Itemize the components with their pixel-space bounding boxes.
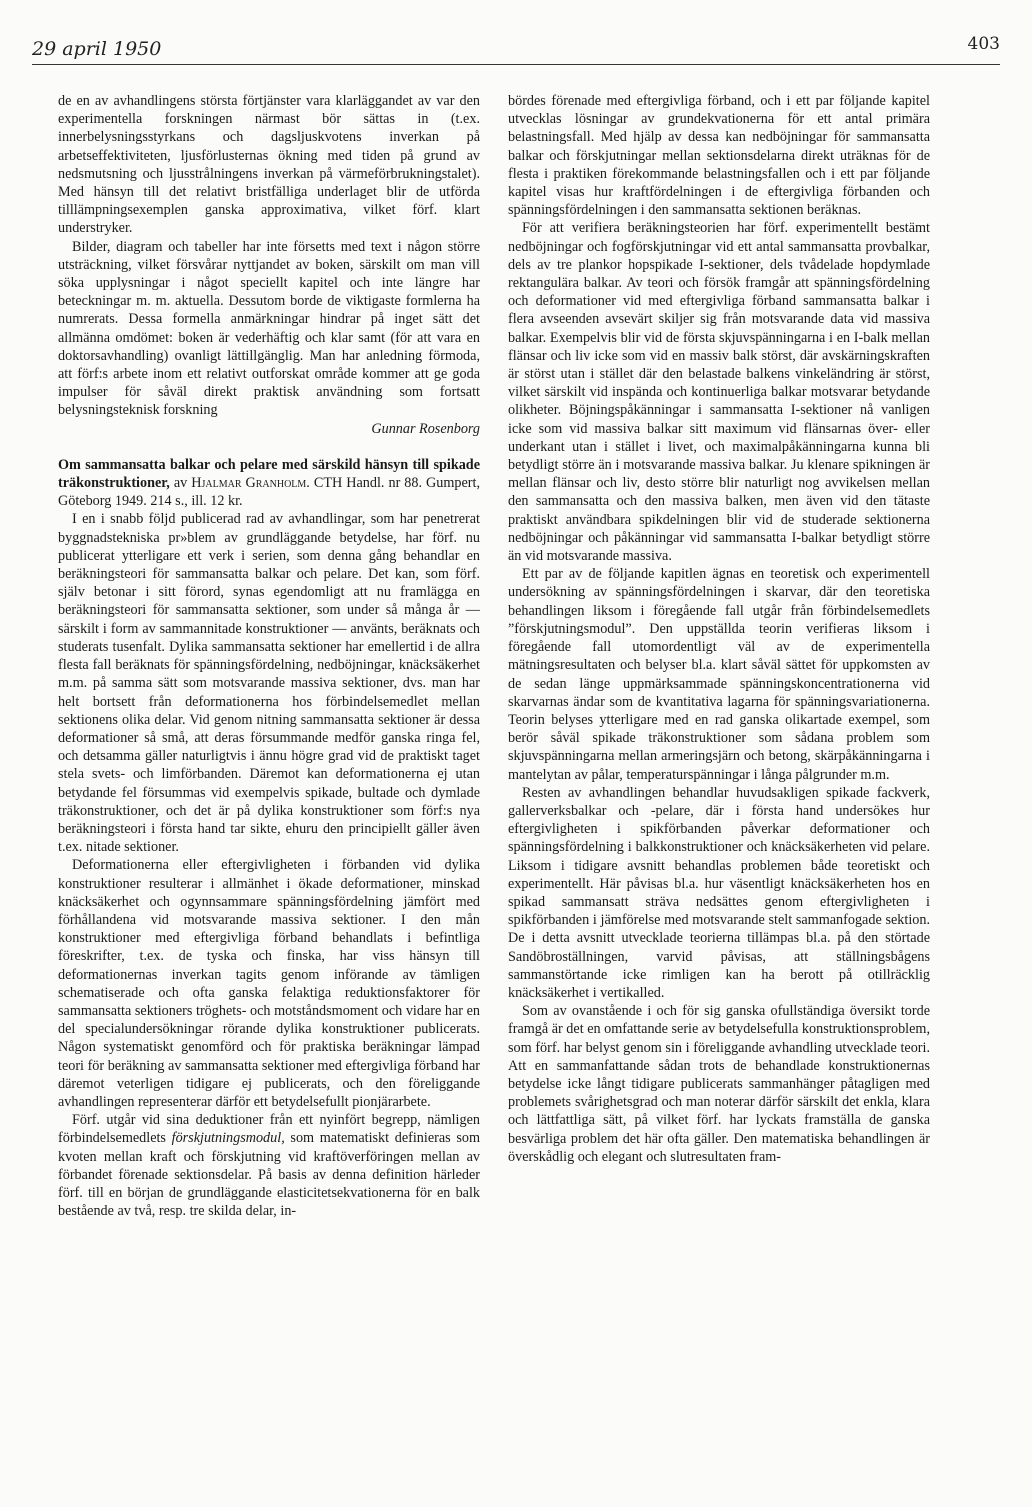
reviewer-signature: Gunnar Rosenborg <box>371 420 480 437</box>
paragraph <box>58 1111 480 1220</box>
paragraph: de en av avhandlingens största förtjänster vara klarläggandet av var den experimentella forskningen närmast bör sättas in (t.ex. innerbelysningsstyrkans och dagsljuskvotens inverkan på arbetseffektiviteten, ljusförlusternas ökning med tiden på grund av nedsmutsning och ljusstrålningens inverkan på värmeförbrukningstalet). Med hänsyn till det relativt bristfälliga underlaget blir de utförda tilllämpningsexemplen ganska approximativa, vilket förf. klart understryker. <box>58 93 480 237</box>
paragraph: I en i snabb följd publicerad rad av avhandlingar, som har penetrerat byggnadstekniska pr»blem av grundläggande betydelse, har förf. nu publicerat ytterligare ett verk i serien, som denna gång behandlar en beräkningsteori för sammansatta balkar och pelare. Det kan, som förf. själv betonar i sitt förord, synas egendomligt att nu framlägga en beräkningsteori för sammansatta sektioner, som under så många år — särskilt i form av sammannitade konstruktioner — använts, beräknats och studerats tusenfalt. Dylika sammansatta sektioner har emellertid i de allra flesta fall beräknats för spänningsfördelning, nedböjningar, knäcksäkerhet m.m. på samma sätt som motsvarande massiva sektioner, dvs. man har helt bortsett från deformationerna hos förbindelsemedlet mellan sektionens olika delar. Vid genom nitning sammansatta sektioner är dessa deformationer så små, att deras försummande medför ganska ringa fel, och detsamma gäller naturligtvis i ännu högre grad vid de praktiskt taget stela svets- och limförbanden. Däremot kan deformationerna ej utan betydande fel försummas vid exempelvis spikade, bultade och dymlade träkonstruktioner, och det är på dylika konstruktioner som förf:s nya beräkningsteori i första hand tar sikte, ehuru den principiellt gäller även t.ex. nitade sektioner. <box>58 511 480 856</box>
page-header <box>32 30 1000 70</box>
issue-date: 29 april 1950 <box>32 38 162 60</box>
paragraph-text: som matematiskt definieras som kvoten mellan kraft och förskjutning vid kraftöverföringen mellan av förbandet förenade sektionsdelar. På basis av denna definition härleder förf. till en början de grundläggande elasticitetsekvationerna för en balk bestående av två, resp. tre skilda delar, in- <box>58 1130 481 1220</box>
paragraph-text: Förf. utgår vid sina deduktioner från ett nyinfört begrepp, nämligen förbindelsemedlets <box>58 1112 480 1147</box>
paragraph: bördes förenade med eftergivliga förband, och i ett par följande kapitel utvecklas lösningar av grundekvationerna för ett antal primära belastningsfall. Med hjälp av dessa kan nedböjningar för sammansatta balkar och förskjutningar mellan sektionsdelarna direkt uträknas för de flesta i praktiken förekommande belastningsfallen och i ett par följande kapitel visas hur kraftfördelningen i de eftergivliga förbanden och spänningsfördelningen i den sammansatta sektionen beräknas. <box>508 93 930 219</box>
emphasized-term: förskjutningsmodul, <box>171 1130 285 1147</box>
review-heading <box>58 456 480 511</box>
review-publication: CTH Handl. nr 88. Gumpert, Göteborg 1949. 214 s., ill. 12 kr. <box>58 475 481 510</box>
review-by: av <box>173 475 188 492</box>
paragraph: Resten av avhandlingen behandlar huvudsakligen spikade fackverk, gallerverksbalkar och -pelare, där i första hand undersökes hur eftergivligheten i spikförbanden påverkar deformationer och spänningsfördelning i balkkonstruktioner och knäcksäkerheten vid pelare. Liksom i tidigare avsnitt behandlas problemen både teoretiskt och experimentellt. Här påvisas bl.a. hur väsentligt knäcksäkerheten hos en spikad sammansatt sträva nedsättes genom eftergivligheten i spikförbanden i jämförelse med motsvarande stelt sammanfogade sektion. De i detta avsnitt utvecklade teorierna tillämpas bl.a. på den störtade Sandöbroställningen, varvid påvisas, att ställningsbågens sammanstörtande icke rimligen kan ha berott på otillräcklig knäcksäkerhet i vertikalled. <box>508 784 930 1001</box>
header-rule <box>32 64 1000 65</box>
review-author: Hjalmar Granholm. <box>191 475 310 492</box>
review-title: Om sammansatta balkar och pelare med särskild hänsyn till spikade träkonstruktioner, <box>58 456 480 492</box>
paragraph: Bilder, diagram och tabeller har inte försetts med text i någon större utsträckning, vilket försvårar nyttjandet av boken, särskilt om man vill söka upplysningar i något speciellt kapitel och inte längre har beteckningar m. m. aktuella. Dessutom borde de viktigaste formlerna ha numrerats. Dessa formella anmärkningar hindrar på inget sätt det allmänna omdömet: boken är vederhäftig och klar samt (för att vara en doktorsavhandling) ovanligt lättillgänglig. Man har anledning förmoda, att förf:s arbete inom ett relativt outforskat område kommer att ge goda impulser för såväl direkt praktisk användning som fortsatt belysningsteknisk forskning <box>58 238 480 419</box>
paragraph: För att verifiera beräkningsteorien har förf. experimentellt bestämt nedböjningar och fogförskjutningar vid ett antal sammansatta provbalkar, dels av tre plankor hopspikade I-sektioner, dels tvådelade hopdymlade rektangulära balkar. Av teori och försök framgår att spänningsfördelning och deformationer vid med eftergivliga förband sammansatta balkar i flera avseenden avsevärt skiljer sig från motsvarande data vid massiva balkar. Exempelvis blir vid de första skjuvspänningarna i en I-balk mellan flänsar och liv icke som vid en massiv balk störst, där avskärningskraften är störst utan i stället där den belastade balkens vinkeländring är störst, vilket särskilt vid inspända och kontinuerliga balkar motsvarar betydande olikheter. Böjningspåkänningar i sammansatta I-sektioner nå vanligen icke som vid massiva balkar sitt maximum vid flänsarnas över- eller underkant utan i stället i livet, och maximalpåkänningarna kunna bli betydligt större än i motsvarande massiva balkar. Ju klenare spikningen är mellan flänsar och liv, desto större blir naturligt nog avvikelsen mellan den sammansatta och den massiva balken, men även vid den tätaste praktiskt användbara spikdelningen blir vid de studerade sektionerna nedböjningar och påkänningar vid sammansatta I-balkar betydligt större än vid motsvarande massiva. <box>508 220 930 565</box>
right-column <box>508 92 930 1166</box>
paragraph: Som av ovanstående i och för sig ganska ofullständiga översikt torde framgå är det en omfattande serie av betydelsefulla konstruktionsproblem, som förf. har belyst genom sin i föreliggande avhandling utvecklade teori. Att en sammanfattande sådan trots de behandlade konstruktionernas betydelse icke långt tidigare publicerats sammanhänger påtagligen med problemets svårighetsgrad och man noterar därför särskilt det enkla, klara och lättfattliga sätt, på vilket förf. har lyckats framställa de ganska besvärliga problem det här ofta gäller. Den matematiska behandlingen är överskådlig och elegant och slutresultaten fram- <box>508 1003 930 1165</box>
paragraph: Ett par av de följande kapitlen ägnas en teoretisk och experimentell undersökning av spänningsfördelningen i skarvar, där den teoretiska behandlingen liksom i föregående fall utgår från förbindelsemedlets ”förskjutningsmodul”. Den uppställda teorin verifieras liksom i föregående fall utomordentligt väl av de experimentella mätningsresultaten och belyser bl.a. klart såväl sättet för uppkomsten av de sedan länge uppmärksammade spänningskoncentrationerna vid skarvarnas ändar som de kvantitativa lagarna för spänningsvariationerna. Teorin belyses ytterligare med en rad ganska olikartade exempel, som berör såväl spikade träkonstruktioner som sådana problem som skjuvspänningarna mellan armeringsjärn och betong, skärpåkänningarna i mantelytan av pålar, temperaturspänningar i långa pålgrunder m.m. <box>508 566 930 783</box>
paragraph: Deformationerna eller eftergivligheten i förbanden vid dylika konstruktioner resulterar i allmänhet i ökade deformationer, minskad knäcksäkerhet och ogynnsammare spänningsfördelning jämfört med förhållandena vid motsvarande massiva sektioner. I den mån konstruktioner med eftergivliga förband behandlats i befintliga föreskrifter, t.ex. de tyska och finska, har viss hänsyn till deformationernas inverkan tagits genom införande av tämligen schematiserade och ofta ganska felaktiga reduktionsfaktorer för sammansatta sektioners tröghets- och motståndsmoment och vidare har en del specialundersökningar rörande dylika konstruktioner publicerats. Någon systematiskt genomförd och för praktiska beräkningar lämpad teori för beräkning av sammansatta sektioner med eftergivliga förband har däremot veterligen tidigare ej publicerats, och den föreliggande avhandlingen representerar därför ett betydelsefullt pionjärarbete. <box>58 857 480 1110</box>
page-number: 403 <box>967 34 1000 54</box>
left-column <box>58 92 480 1220</box>
